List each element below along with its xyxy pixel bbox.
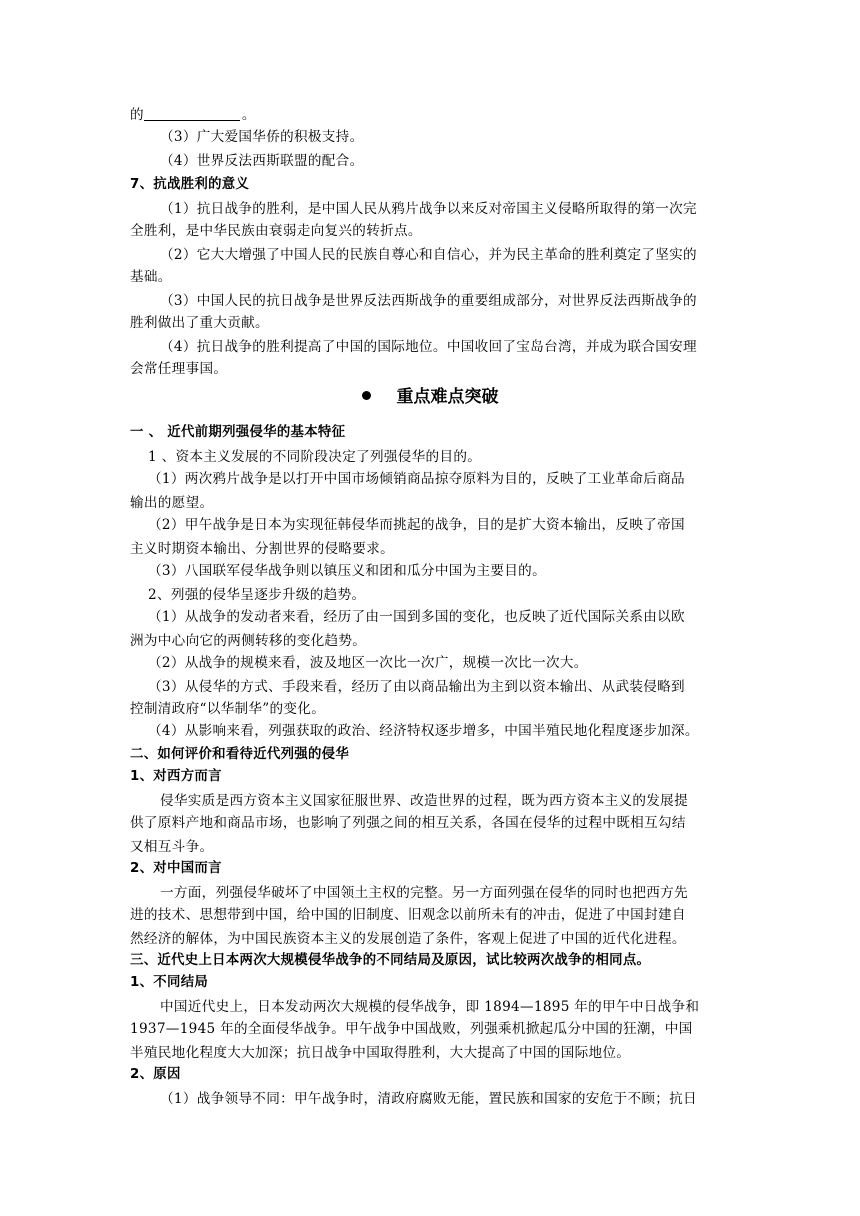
text-line: 一方面，列强侵华破坏了中国领土主权的完整。另一方面列强在侵华的同时也把西方先	[160, 885, 688, 901]
section-subheading: 2、原因	[130, 1067, 181, 1082]
section-heading: 重点难点突破	[0, 384, 860, 410]
text-line: （2）从战争的规模来看，波及地区一次比一次广，规模一次比一次大。	[148, 655, 588, 671]
section-subheading: 7、抗战胜利的意义	[130, 177, 250, 192]
text-line: 侵华实质是西方资本主义国家征服世界、改造世界的过程，既为西方资本主义的发展提	[160, 793, 688, 809]
text-line: 中国近代史上，日本发动两次大规模的侵华战争，即 1894—1895 年的甲午中日战争和	[160, 999, 700, 1015]
text-line: 的 。	[130, 107, 256, 123]
text-line: 进的技术、思想带到中国，给中国的旧制度、旧观念以前所未有的冲击，促进了中国封建自	[130, 907, 686, 923]
text-line: （2）甲午战争是日本为实现征韩侵华而挑起的战争，目的是扩大资本输出，反映了帝国	[148, 517, 685, 533]
line-prefix: 的	[130, 107, 144, 123]
text-line: 然经济的解体，为中国民族资本主义的发展创造了条件，客观上促进了中国的近代化进程。	[130, 931, 686, 947]
section-title: 一 、 近代前期列强侵华的基本特征	[130, 425, 346, 440]
bullet-icon	[362, 391, 371, 400]
text-line: （4）世界反法西斯联盟的配合。	[160, 153, 364, 169]
text-line: （1）两次鸦片战争是以打开中国市场倾销商品掠夺原料为目的，反映了工业革命后商品	[148, 471, 685, 487]
text-line: 2、列强的侵华呈逐步升级的趋势。	[148, 587, 366, 603]
text-line: （1）抗日战争的胜利，是中国人民从鸦片战争以来反对帝国主义侵略所取得的第一次完	[160, 201, 697, 217]
text-line: 半殖民地化程度大大加深；抗日战争中国取得胜利，大大提高了中国的国际地位。	[130, 1045, 631, 1061]
text-line: （3）八国联军侵华战争则以镇压义和团和瓜分中国为主要目的。	[148, 563, 546, 579]
fill-in-blank	[144, 106, 240, 121]
text-line: （3）中国人民的抗日战争是世界反法西斯战争的重要组成部分，对世界反法西斯战争的	[160, 293, 697, 309]
text-line: 又相互斗争。	[130, 839, 214, 855]
text-line: 1 、资本主义发展的不同阶段决定了列强侵华的目的。	[148, 449, 482, 465]
section-subheading: 1、不同结局	[130, 975, 209, 990]
text-line: 控制清政府“以华制华”的变化。	[130, 701, 326, 717]
section-title: 三、近代史上日本两次大规模侵华战争的不同结局及原因，试比较两次战争的相同点。	[130, 953, 651, 968]
text-line: 胜利做出了重大贡献。	[130, 315, 269, 331]
text-line: （2）它大大增强了中国人民的民族自尊心和自信心，并为民主革命的胜利奠定了坚实的	[160, 247, 697, 263]
text-line: 供了原料产地和商品市场，也影响了列强之间的相互关系，各国在侵华的过程中既相互勾结	[130, 815, 686, 831]
text-line: （3）广大爱国华侨的积极支持。	[160, 129, 364, 145]
text-line: 输出的愿望。	[130, 495, 214, 511]
section-subheading: 1、对西方而言	[130, 769, 222, 784]
text-line: 会常任理事国。	[130, 361, 228, 377]
text-line: （1）从战争的发动者来看，经历了由一国到多国的变化，也反映了近代国际关系由以欧	[148, 609, 685, 625]
text-line: 基础。	[130, 269, 172, 285]
text-line: （4）从影响来看，列强获取的政治、经济特权逐步增多，中国半殖民地化程度逐步加深。	[148, 723, 699, 739]
section-title: 二、如何评价和看待近代列强的侵华	[130, 747, 350, 762]
text-line: 1937—1945 年的全面侵华战争。甲午战争中国战败，列强乘机掀起瓜分中国的狂潮，中国	[130, 1021, 693, 1037]
text-line: （4）抗日战争的胜利提高了中国的国际地位。中国收回了宝岛台湾，并成为联合国安理	[160, 339, 697, 355]
text-line: 洲为中心向它的两侧转移的变化趋势。	[130, 633, 367, 649]
text-line: 主义时期资本输出、分割世界的侵略要求。	[130, 541, 394, 557]
section-subheading: 2、对中国而言	[130, 861, 222, 876]
text-line: （3）从侵华的方式、手段来看，经历了由以商品输出为主到以资本输出、从武装侵略到	[148, 679, 685, 695]
text-line: （1）战争领导不同：甲午战争时，清政府腐败无能，置民族和国家的安危于不顾；抗日	[160, 1091, 697, 1107]
text-line: 全胜利，是中华民族由衰弱走向复兴的转折点。	[130, 223, 422, 239]
